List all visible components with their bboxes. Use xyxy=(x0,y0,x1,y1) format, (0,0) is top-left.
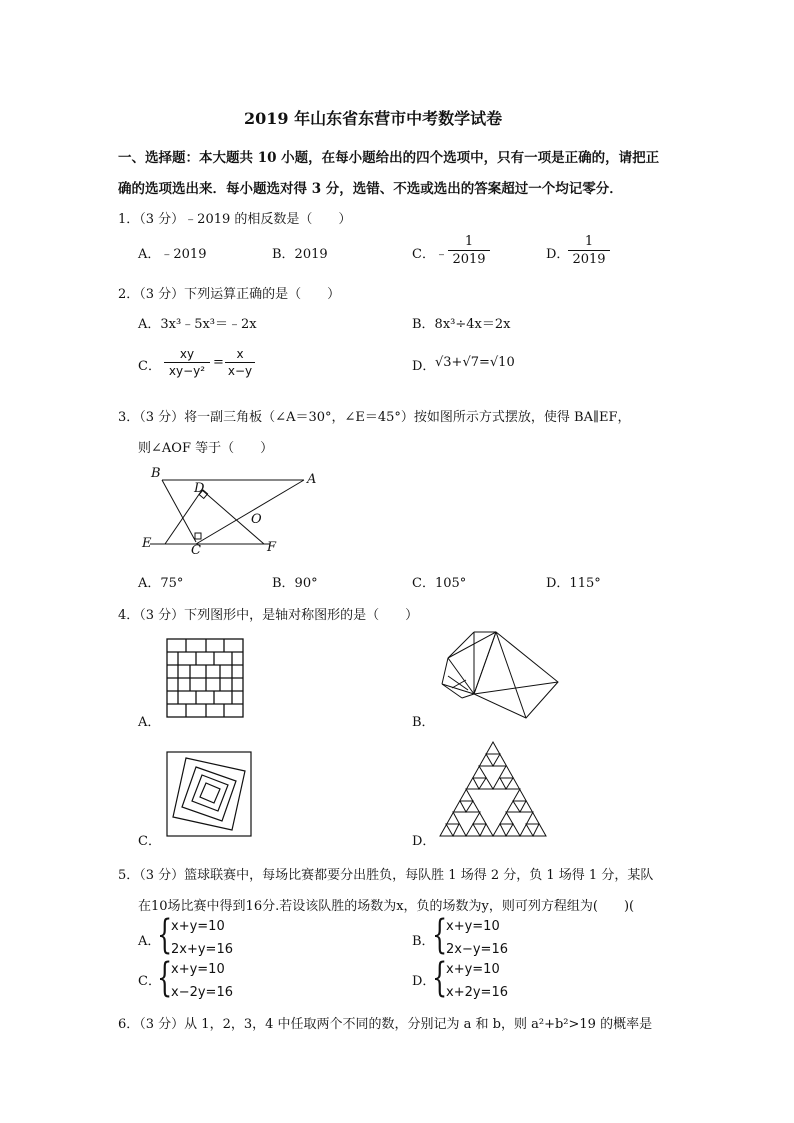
q1-d-denominator: 2019 xyxy=(572,252,606,267)
q5-d-brace: { xyxy=(432,955,448,1001)
q5-d-eq1: x+y=10 xyxy=(446,962,500,977)
q3-label-e: E xyxy=(142,536,152,551)
q1-option-d-fraction xyxy=(568,234,610,268)
q3-option-a: A．75° xyxy=(138,576,184,591)
q4-figure-d-sierpinski xyxy=(438,740,548,838)
q4-option-b: B． xyxy=(412,715,435,730)
q5-stem-line2: 在10场比赛中得到16分.若设该队胜的场数为x，负的场数为y，则可列方程组为( )( xyxy=(138,899,635,914)
q1-option-b: B．2019 xyxy=(272,247,328,262)
q5-a-brace: { xyxy=(157,912,173,958)
q2-c-den2: x−y xyxy=(227,364,253,378)
q5-a-eq2: 2x+y=16 xyxy=(171,942,233,957)
q2-option-c-equals: = xyxy=(213,355,224,370)
q3-option-c: C．105° xyxy=(412,576,467,591)
q5-option-c-system xyxy=(171,958,233,1004)
q2-c-num1: xy xyxy=(164,346,210,363)
q4-option-c: C． xyxy=(138,834,161,849)
q6-stem: 6．（3 分）从 1，2，3，4 中任取两个不同的数，分别记为 a 和 b，则 a²+b²>19 的概率是 xyxy=(118,1017,653,1032)
q5-option-b-system xyxy=(446,915,508,961)
q1-option-a: A．﹣2019 xyxy=(138,247,207,262)
q1-stem: 1．（3 分）﹣2019 的相反数是（ ） xyxy=(118,212,352,227)
q2-c-num2: x xyxy=(225,346,255,363)
section-intro-line2: 确的选项选出来．每小题选对得 3 分，选错、不选或选出的答案超过一个均记零分． xyxy=(118,181,623,197)
q3-triangle-figure xyxy=(140,466,320,560)
q2-option-c-frac2 xyxy=(225,346,255,380)
q5-b-eq1: x+y=10 xyxy=(446,919,500,934)
q3-label-o: O xyxy=(251,512,262,527)
q5-option-d-label: D． xyxy=(412,974,436,989)
q5-stem: 5．（3 分）篮球联赛中，每场比赛都要分出胜负，每队胜 1 场得 2 分，负 1 场得 1 分，某队 xyxy=(118,868,654,883)
q5-c-brace: { xyxy=(157,955,173,1001)
q4-figure-c-rotated-squares xyxy=(166,751,252,837)
q3-stem: 3．（3 分）将一副三角板（∠A＝30°，∠E＝45°）按如图所示方式摆放，使得 BA∥EF， xyxy=(118,410,631,425)
q4-option-d: D． xyxy=(412,834,436,849)
q5-option-c-label: C． xyxy=(138,974,161,989)
q1-c-denominator: 2019 xyxy=(452,252,486,267)
q2-option-c-label: C． xyxy=(138,359,161,374)
q4-figure-a-brick-pattern xyxy=(166,638,244,718)
q2-stem: 2．（3 分）下列运算正确的是（ ） xyxy=(118,287,341,302)
q3-option-b: B．90° xyxy=(272,576,318,591)
q3-label-b: B xyxy=(151,466,161,481)
q5-option-a-label: A． xyxy=(138,934,161,949)
section-intro-line1: 一、选择题：本大题共 10 小题，在每小题给出的四个选项中，只有一项是正确的，请把正 xyxy=(118,150,660,166)
q1-c-numerator: 1 xyxy=(448,234,490,251)
q1-option-c-label: C．﹣ xyxy=(412,247,448,262)
q4-figure-b-triangle-fractal xyxy=(438,630,562,720)
q2-option-c-frac1 xyxy=(164,346,210,380)
q2-c-den1: xy−y² xyxy=(168,364,206,378)
q5-option-d-system xyxy=(446,958,508,1004)
q3-option-d: D．115° xyxy=(546,576,601,591)
q5-b-brace: { xyxy=(432,912,448,958)
q3-label-a: A xyxy=(307,472,317,487)
q2-option-d-label: D． xyxy=(412,359,436,374)
q2-option-d-expr: √3+√7=√10 xyxy=(435,355,515,370)
q5-d-eq2: x+2y=16 xyxy=(446,985,508,1000)
q5-b-eq2: 2x−y=16 xyxy=(446,942,508,957)
q5-option-a-system xyxy=(171,915,233,961)
q1-option-d-label: D． xyxy=(546,247,570,262)
q2-option-a: A．3x³﹣5x³＝﹣2x xyxy=(138,317,257,332)
q5-option-b-label: B． xyxy=(412,934,435,949)
q5-c-eq1: x+y=10 xyxy=(171,962,225,977)
q4-option-a: A． xyxy=(138,715,161,730)
q5-c-eq2: x−2y=16 xyxy=(171,985,233,1000)
q3-stem-line2: 则∠AOF 等于（ ） xyxy=(138,441,274,456)
q3-label-c: C xyxy=(191,543,201,558)
page-title: 2019 年山东省东营市中考数学试卷 xyxy=(244,109,503,128)
q5-a-eq1: x+y=10 xyxy=(171,919,225,934)
q1-d-numerator: 1 xyxy=(568,234,610,251)
q3-label-f: F xyxy=(267,540,277,555)
q1-option-c-fraction xyxy=(448,234,490,268)
q4-stem: 4．（3 分）下列图形中，是轴对称图形的是（ ） xyxy=(118,608,419,623)
q3-label-d: D xyxy=(194,481,205,496)
q2-option-b: B．8x³÷4x＝2x xyxy=(412,317,511,332)
